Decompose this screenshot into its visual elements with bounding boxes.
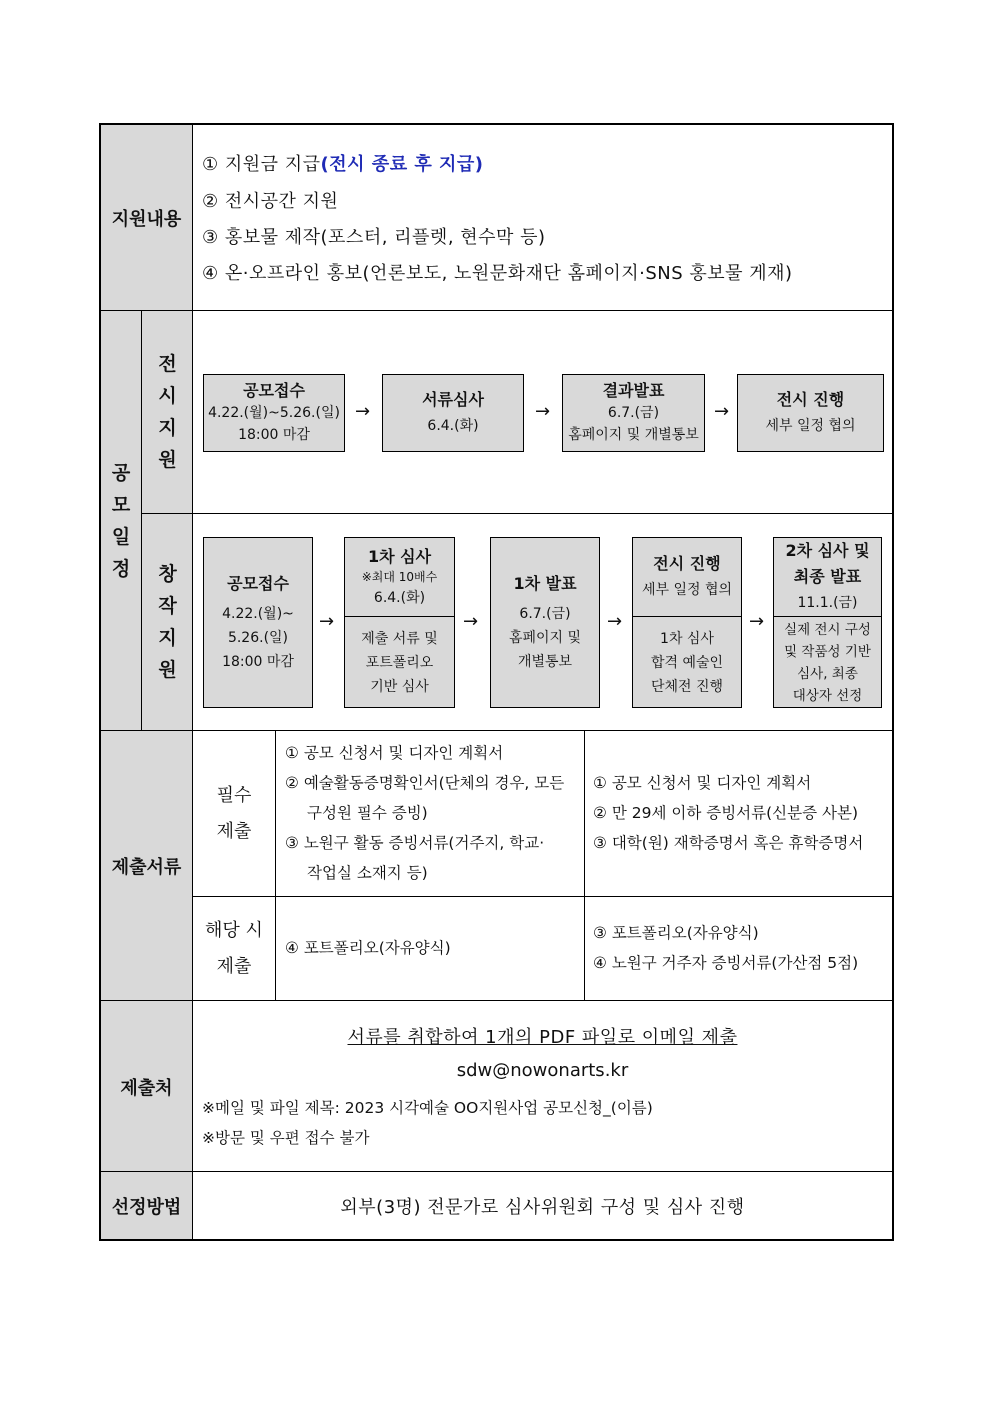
creation-step-application: 공모접수 4.22.(월)~ 5.26.(일) 18:00 마감 <box>203 537 313 708</box>
support-item-3: ③ 홍보물 제작(포스터, 리플렛, 현수막 등) <box>202 227 546 248</box>
exhibition-step-review: 서류심사 6.4.(화) <box>382 374 524 452</box>
creation-step-first-announcement: 1차 발표 6.7.(금) 홈페이지 및 개별통보 <box>490 537 600 708</box>
schedule-header: 공 모 일 정 <box>100 311 142 730</box>
required-docs-right: ① 공모 신청서 및 디자인 계획서 ② 만 29세 이하 증빙서류(신분증 사본) ③ 대학(원) 재학증명서 혹은 휴학증명서 <box>593 774 864 852</box>
exhibition-step-exhibition: 전시 진행 세부 일정 협의 <box>737 374 884 452</box>
documents-header: 제출서류 <box>100 730 193 1001</box>
flow-arrow: → <box>714 401 730 422</box>
creation-support-label: 창 작 지 원 <box>142 513 193 730</box>
flow-arrow: → <box>355 401 371 422</box>
required-docs-left: ① 공모 신청서 및 디자인 계획서 ② 예술활동증명확인서(단체의 경우, 모든 구성원 필수 증빙) ③ 노원구 활동 증빙서류(거주지, 학교· 작업실 소재지 등) <box>285 744 565 882</box>
optional-docs-left: ④ 포트폴리오(자유양식) <box>285 939 451 957</box>
flow-arrow: → <box>319 611 335 632</box>
optional-submission-label: 해당 시 제출 <box>205 920 263 977</box>
submission-header: 제출처 <box>100 1001 193 1172</box>
submission-note-title: ※메일 및 파일 제목: 2023 시각예술 OO지원사업 공모신청_(이름) <box>202 1099 653 1117</box>
submission-main-text: 서류를 취합하여 1개의 PDF 파일로 이메일 제출 <box>347 1027 738 1048</box>
creation-step-final-review: 2차 심사 및 최종 발표 11.1.(금) 실제 전시 구성 및 작품성 기반 심사, 최종 대상자 선정 <box>773 537 882 708</box>
exhibition-step-announcement: 결과발표 6.7.(금) 홈페이지 및 개별통보 <box>562 374 705 452</box>
support-item-4: ④ 온·오프라인 홍보(언론보도, 노원문화재단 홈페이지·SNS 홍보물 게재) <box>202 263 793 284</box>
flow-arrow: → <box>749 611 765 632</box>
support-header: 지원내용 <box>100 124 193 311</box>
support-item-1-highlight: (전시 종료 후 지급) <box>320 154 484 175</box>
flow-arrow: → <box>607 611 623 632</box>
support-item-2: ② 전시공간 지원 <box>202 191 339 212</box>
flow-arrow: → <box>535 401 551 422</box>
selection-header: 선정방법 <box>100 1172 193 1240</box>
exhibition-support-label: 전 시 지 원 <box>142 311 193 513</box>
required-submission-label: 필수 제출 <box>216 784 252 842</box>
creation-step-exhibition: 전시 진행 세부 일정 협의 1차 심사 합격 예술인 단체전 진행 <box>632 537 742 708</box>
flow-arrow: → <box>463 611 479 632</box>
exhibition-step-application: 공모접수 4.22.(월)~5.26.(일) 18:00 마감 <box>203 374 345 452</box>
submission-email: sdw@nowonarts.kr <box>456 1060 629 1081</box>
selection-text: 외부(3명) 전문가로 심사위원회 구성 및 심사 진행 <box>340 1196 745 1218</box>
optional-docs-right: ③ 포트폴리오(자유양식) ④ 노원구 거주자 증빙서류(가산점 5점) <box>593 924 859 972</box>
creation-step-first-review: 1차 심사 ※최대 10배수 6.4.(화) 제출 서류 및 포트폴리오 기반 심사 <box>344 537 455 708</box>
submission-note-visit: ※방문 및 우편 접수 불가 <box>202 1129 370 1147</box>
support-item-1: ① 지원금 지급(전시 종료 후 지급) <box>202 154 484 175</box>
